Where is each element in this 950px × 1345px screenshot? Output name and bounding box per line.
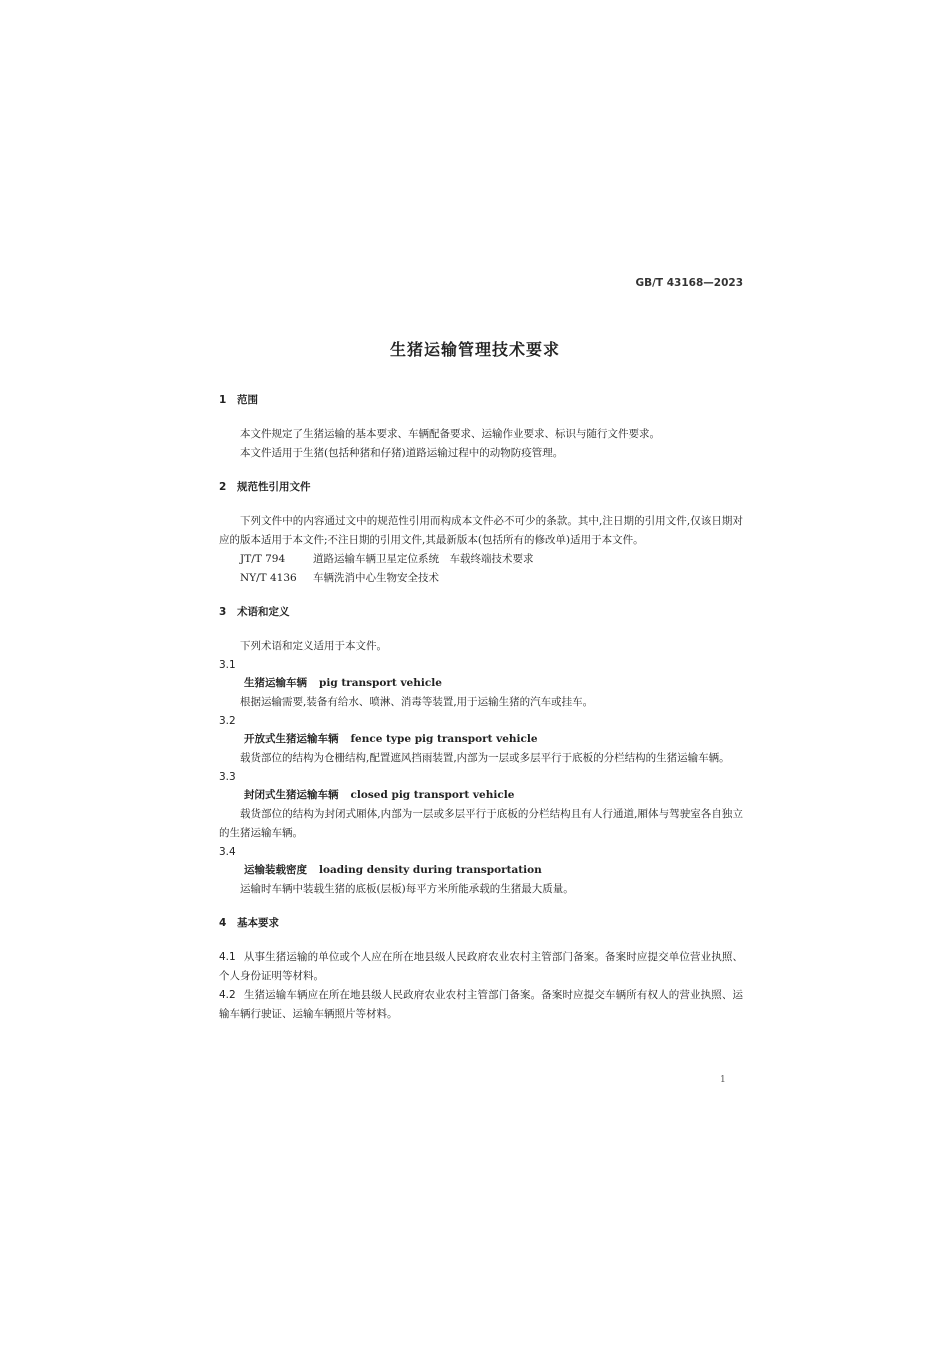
- reference-title: 道路运输车辆卫星定位系统 车载终端技术要求: [313, 553, 534, 565]
- term-name: [219, 786, 743, 805]
- term-name-en: closed pig transport vehicle: [350, 789, 515, 801]
- term-name-zh: 开放式生猪运输车辆: [244, 733, 339, 745]
- term-definition: 运输时车辆中装载生猪的底板(层板)每平方米所能承载的生猪最大质量。: [240, 883, 574, 895]
- standard-code: GB/T 43168—2023: [635, 277, 743, 289]
- section-heading: [219, 604, 743, 619]
- term-number: 3.4: [219, 846, 236, 858]
- clause-number: 4.1: [219, 951, 236, 963]
- clause-text: 生猪运输车辆应在所在地县级人民政府农业农村主管部门备案。备案时应提交车辆所有权人的营业执照、运输车辆行驶证、运输车辆照片等材料。: [219, 989, 743, 1020]
- term-definition: 根据运输需要,装备有给水、喷淋、消毒等装置,用于运输生猪的汽车或挂车。: [240, 696, 594, 708]
- term-number: 3.2: [219, 715, 236, 727]
- clause: [219, 948, 743, 986]
- reference-code: NY/T 4136: [240, 572, 297, 584]
- term-entry: [219, 656, 743, 712]
- term-name-zh: 生猪运输车辆: [244, 677, 307, 689]
- reference-item: [219, 550, 743, 569]
- page-number: 1: [720, 1075, 726, 1085]
- reference-code: JT/T 794: [240, 553, 286, 565]
- section-title: 范围: [237, 394, 258, 406]
- term-definition: 载货部位的结构为封闭式厢体,内部为一层或多层平行于底板的分栏结构且有人行通道,厢体与驾驶室各自独立的生猪运输车辆。: [219, 808, 743, 839]
- paragraph: 下列文件中的内容通过文中的规范性引用而构成本文件必不可少的条款。其中,注日期的引用文件,仅该日期对应的版本适用于本文件;不注日期的引用文件,其最新版本(包括所有的修改单)适用于本文件。: [219, 515, 743, 546]
- paragraph: 本文件规定了生猪运输的基本要求、车辆配备要求、运输作业要求、标识与随行文件要求。: [240, 428, 660, 440]
- section-number: 3: [219, 606, 227, 618]
- term-number: 3.1: [219, 659, 236, 671]
- paragraph: 本文件适用于生猪(包括种猪和仔猪)道路运输过程中的动物防疫管理。: [240, 447, 564, 459]
- term-name-en: pig transport vehicle: [319, 677, 442, 689]
- document-body: [219, 388, 743, 1024]
- reference-title: 车辆洗消中心生物安全技术: [313, 572, 439, 584]
- document-title: 生猪运输管理技术要求: [389, 340, 560, 359]
- section-title: 规范性引用文件: [237, 481, 311, 493]
- term-name: [219, 730, 743, 749]
- section-title: 术语和定义: [237, 606, 290, 618]
- term-name-en: fence type pig transport vehicle: [350, 733, 538, 745]
- term-entry: [219, 712, 743, 768]
- clause: [219, 986, 743, 1024]
- term-name-zh: 运输装载密度: [244, 864, 307, 876]
- section-number: 4: [219, 917, 227, 929]
- term-name: [219, 674, 743, 693]
- term-definition: 载货部位的结构为仓栅结构,配置遮风挡雨装置,内部为一层或多层平行于底板的分栏结构的生猪运输车辆。: [240, 752, 730, 764]
- section-heading: [219, 479, 743, 494]
- term-number: 3.3: [219, 771, 236, 783]
- section-number: 1: [219, 394, 227, 406]
- clause-number: 4.2: [219, 989, 236, 1001]
- section-number: 2: [219, 481, 227, 493]
- clause-text: 从事生猪运输的单位或个人应在所在地县级人民政府农业农村主管部门备案。备案时应提交单位营业执照、个人身份证明等材料。: [219, 951, 743, 982]
- section-title: 基本要求: [237, 917, 279, 929]
- section-heading: [219, 392, 743, 407]
- section-heading: [219, 915, 743, 930]
- term-name-zh: 封闭式生猪运输车辆: [244, 789, 339, 801]
- term-entry: [219, 768, 743, 843]
- term-name: [219, 861, 743, 880]
- term-entry: [219, 843, 743, 899]
- term-name-en: loading density during transportation: [319, 864, 542, 876]
- paragraph: 下列术语和定义适用于本文件。: [240, 640, 387, 652]
- reference-item: [219, 569, 743, 588]
